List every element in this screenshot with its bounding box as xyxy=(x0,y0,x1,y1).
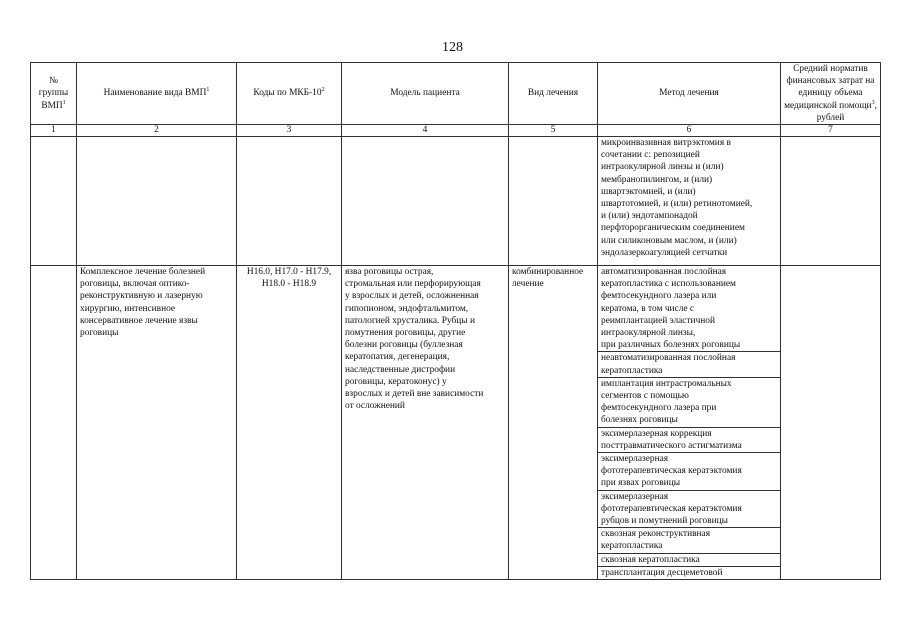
cell-text-line: взрослых и детей вне зависимости xyxy=(345,389,484,400)
cell-text-line: интраокулярной линзы и (или) xyxy=(601,162,724,173)
cell-text-line: мембранопилингом, и (или) xyxy=(601,174,713,185)
cell-group-number xyxy=(31,266,77,580)
header-treatment-type: Вид лечения xyxy=(509,63,598,125)
cell-text-line: кератопластика xyxy=(601,541,663,552)
column-number: 5 xyxy=(509,125,598,137)
header-vmp-name: Наименование вида ВМП$^1$ xyxy=(77,63,237,125)
cell-text-line: при язвах роговицы xyxy=(601,478,681,489)
column-number: 4 xyxy=(342,125,509,137)
cell-patient-model xyxy=(342,266,509,580)
cell-text-line: сочетании с: репозицией xyxy=(601,150,700,161)
cell-text-line: роговицы xyxy=(80,328,119,339)
cell-text-line: гипопионом, эндофтальмитом, xyxy=(345,303,469,314)
cell-text-line: кератопластика xyxy=(601,365,663,376)
cell-text-line: эксимерлазерная коррекция xyxy=(601,428,712,439)
cell-text-line: кератопатия, дегенерация, xyxy=(345,352,450,363)
cell-treatment-method xyxy=(598,137,781,266)
cell-text-line: сквозная кератопластика xyxy=(601,554,700,565)
cell-text-line: эксимерлазерная xyxy=(601,454,669,465)
cell-text-line: фемтосекундного лазера при xyxy=(601,403,717,414)
cell-text-line: H16.0, H17.0 - H17.9, xyxy=(246,267,332,278)
cell-text-line: у взрослых и детей, осложненная xyxy=(345,291,479,302)
table-row xyxy=(31,266,881,580)
cell-text-line: сквозная реконструктивная xyxy=(601,529,711,540)
cell-text-line: H18.0 - H18.9 xyxy=(261,279,317,290)
treatment-method-item xyxy=(598,428,780,453)
cell-text-line: реимплантацией эластичной xyxy=(601,315,716,326)
treatment-method-item xyxy=(598,554,780,567)
header-cost-standard: Средний норматив финансовых затрат на единицу объема медицинской помощи$^3$, рублей xyxy=(781,63,881,125)
cell-icd-codes xyxy=(237,137,342,266)
cell-text-line: швартэктомией, и (или) xyxy=(601,186,696,197)
page-number: 128 xyxy=(442,40,463,55)
header-treatment-method: Метод лечения xyxy=(598,63,781,125)
cell-text-line: имплантация интрастромальных xyxy=(601,378,732,389)
cell-text-line: язва роговицы острая, xyxy=(345,267,434,278)
cell-treatment-type: комбинированное лечение xyxy=(509,266,598,580)
cell-text-line: болезнях роговицы xyxy=(601,415,678,426)
cell-patient-model xyxy=(342,137,509,266)
cell-text-line: стромальная или перфорирующая xyxy=(345,279,481,290)
cell-text-line: кератопластика с использованием xyxy=(601,279,736,290)
header-patient-model: Модель пациента xyxy=(342,63,509,125)
cell-text-line: швартотомией, и (или) ретинотомией, xyxy=(601,199,753,210)
cell-icd-codes xyxy=(237,266,342,580)
cell-text-line: рубцов и помутнений роговицы xyxy=(601,516,728,527)
cell-text-line: роговицы, кератоконус) у xyxy=(345,376,447,387)
cell-text-line: от осложнений xyxy=(345,401,405,412)
treatment-method-item xyxy=(598,453,780,491)
cell-text-line: эндолазеркоагуляцией сетчатки xyxy=(601,247,728,258)
cell-text-line: перфторорганическим соединением xyxy=(601,223,745,234)
column-number: 2 xyxy=(77,125,237,137)
cell-text-line: сегментов с помощью xyxy=(601,391,689,402)
cell-text-line: хирургию, интенсивное xyxy=(80,303,176,314)
treatment-method-item xyxy=(598,352,780,377)
treatment-method-item xyxy=(598,378,780,428)
treatment-method-item xyxy=(598,491,780,529)
cell-vmp-name xyxy=(77,266,237,580)
cell-text-line: и (или) эндотампонадой xyxy=(601,211,698,222)
column-number: 1 xyxy=(31,125,77,137)
cell-text-line: неавтоматизированная послойная xyxy=(601,353,736,364)
column-number: 6 xyxy=(598,125,781,137)
cell-text-line: Комплексное лечение болезней xyxy=(80,267,206,278)
cell-text-line: роговицы, включая оптико- xyxy=(80,279,190,290)
cell-text-line: автоматизированная послойная xyxy=(601,267,727,278)
cell-treatment-type xyxy=(509,137,598,266)
cell-text-line: болезни роговицы (буллезная xyxy=(345,340,463,351)
table-header-row xyxy=(31,63,881,125)
cell-text-line: посттравматического астигматизма xyxy=(601,440,742,451)
cell-text-line: консервативное лечение язвы xyxy=(80,315,198,326)
cell-vmp-name xyxy=(77,137,237,266)
cell-text-line: наследственные дистрофии xyxy=(345,364,456,375)
cell-text-line: при различных болезнях роговицы xyxy=(601,340,741,351)
treatment-method-item xyxy=(598,528,780,553)
table-row xyxy=(31,137,881,266)
column-number: 3 xyxy=(237,125,342,137)
cell-text-line: фемтосекундного лазера или xyxy=(601,291,717,302)
cell-text-line: помутнения роговицы, другие xyxy=(345,328,466,339)
cell-treatment-method xyxy=(598,266,781,580)
vmp-table xyxy=(30,62,881,580)
cell-text-line: микроинвазивная витрэктомия в xyxy=(601,138,731,149)
treatment-method-item xyxy=(598,266,780,352)
treatment-method-item xyxy=(598,567,780,579)
cell-text-line: трансплантация десцеметовой xyxy=(601,567,723,578)
cell-text-line: фототерапевтическая кератэктомия xyxy=(601,466,742,477)
cell-text-line: кератома, в том числе с xyxy=(601,303,695,314)
cell-text-line: фототерапевтическая кератэктомия xyxy=(601,503,742,514)
cell-text-line: эксимерлазерная xyxy=(601,491,669,502)
cell-text-line: реконструктивную и лазерную xyxy=(80,291,203,302)
header-group-number: № группы ВМП$^1$ xyxy=(31,63,77,125)
column-number: 7 xyxy=(781,125,881,137)
cell-cost xyxy=(781,137,881,266)
cell-cost xyxy=(781,266,881,580)
header-icd-codes: Коды по МКБ-$10^2$ xyxy=(237,63,342,125)
cell-group-number xyxy=(31,137,77,266)
cell-text-line: интраокулярной линзы, xyxy=(601,328,696,339)
cell-text-line: или силиконовым маслом, и (или) xyxy=(601,235,737,246)
column-number-row xyxy=(31,125,881,137)
cell-text-line: патологией хрусталика. Рубцы и xyxy=(345,315,475,326)
